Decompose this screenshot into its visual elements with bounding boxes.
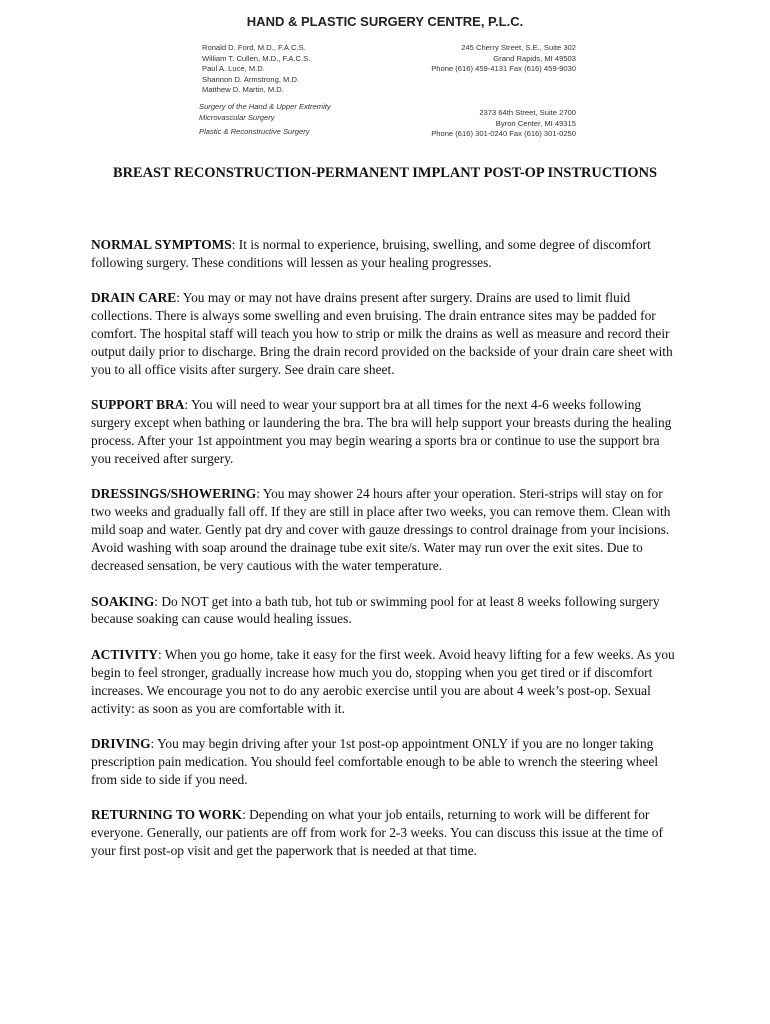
section-dressings-showering: [91, 485, 681, 575]
doctor-name: Shannon D. Armstrong, M.D.: [202, 74, 300, 84]
section-heading: DRAIN CARE: [91, 290, 177, 306]
specialty-list: [199, 102, 331, 138]
section-heading: SUPPORT BRA: [91, 397, 185, 413]
address-byron-center: [431, 108, 576, 140]
address-city: Grand Rapids, MI 49503: [493, 53, 576, 63]
section-heading: NORMAL SYMPTOMS: [91, 237, 232, 252]
section-text: : Depending on what your job entails, returning to work will be different for everyone. Generally, our patients are off from work for 2-3 weeks. You can discuss this issue at the time of your first post-op visit and get the paperwork that is needed at that time.: [91, 807, 663, 858]
specialty: Microvascular Surgery: [199, 112, 275, 122]
section-support-bra: [91, 396, 681, 468]
section-normal-symptoms: [91, 236, 681, 272]
section-activity: [91, 646, 681, 718]
section-heading: DRESSINGS/SHOWERING: [91, 486, 257, 502]
practice-name: HAND & PLASTIC SURGERY CENTRE, P.L.C.: [246, 14, 524, 29]
doctor-list: [202, 43, 310, 96]
specialty: Surgery of the Hand & Upper Extremity: [199, 102, 331, 111]
instructions-body: [91, 236, 681, 877]
section-heading: ACTIVITY: [91, 646, 158, 662]
section-text: : Do NOT get into a bath tub, hot tub or swimming pool for at least 8 weeks following surgery because soaking can cause would healing issues.: [91, 593, 660, 627]
section-heading: SOAKING: [91, 593, 155, 609]
section-text: : You may or may not have drains present after surgery. Drains are used to limit fluid collections. There is always some swelling and even bruising. The drain entrance sites may be padded for comfort. The hospital staff will teach you how to strip or milk the drains as well as measure and record their output daily prior to discharge. Bring the drain record provided on the backside of your drain care sheet with you to all office visits after surgery. See drain care sheet.: [91, 290, 673, 377]
specialty: Plastic & Reconstructive Surgery: [199, 127, 310, 137]
section-driving: [91, 735, 681, 789]
section-returning-to-work: [91, 806, 681, 860]
section-heading: RETURNING TO WORK: [91, 807, 243, 823]
section-text: : When you go home, take it easy for the first week. Avoid heavy lifting for a few weeks. As you begin to feel stronger, gradually increase how much you do, stopping when you get tired or if discomfort increases. We encourage you not to do any aerobic exercise until you are about 4 week’s post-op. Sexual activity: as soon as you are comfortable with it.: [91, 646, 675, 716]
doctor-name: William T. Cullen, M.D., F.A.C.S.: [202, 53, 311, 63]
address-phone: Phone (616) 301-0240 Fax (616) 301-0250: [431, 129, 576, 139]
doctor-name: Paul A. Luce, M.D.: [202, 64, 265, 74]
address-street: 2373 64th Street, Suite 2700: [479, 108, 576, 117]
section-text: : You may shower 24 hours after your operation. Steri-strips will stay on for two weeks and gradually fall off. If they are still in place after two weeks, you can remove them. Clean with mild soap and water. Gently pat dry and cover with gauze dressings to control drainage from your incisions. Avoid washing with soap around the drainage tube exit site/s. Water may run over the exit sites. Due to decreased sensation, be very cautious with the water temperature.: [91, 486, 671, 574]
address-street: 245 Cherry Street, S.E., Suite 302: [461, 43, 576, 52]
letterhead: [0, 0, 770, 150]
address-city: Byron Center, MI 49315: [495, 118, 576, 128]
section-text: : It is normal to experience, bruising, swelling, and some degree of discomfort following surgery. These conditions will lessen as your healing progresses.: [91, 237, 651, 270]
address-grand-rapids: [431, 43, 576, 75]
address-phone: Phone (616) 459-4131 Fax (616) 459-9030: [431, 64, 576, 74]
section-text: : You will need to wear your support bra at all times for the next 4-6 weeks following surgery except when bathing or laundering the bra. The bra will help support your breasts during the healing process. After your 1st appointment you may begin wearing a sports bra or continue to use the support bra you received after surgery.: [91, 397, 672, 467]
section-drain-care: [91, 289, 681, 379]
doctor-name: Matthew D. Martin, M.D.: [202, 85, 284, 95]
section-text: : You may begin driving after your 1st post-op appointment ONLY if you are no longer taking prescription pain medication. You should feel comfortable enough to be able to wrench the steering wheel from side to side if you need.: [91, 735, 659, 787]
doctor-name: Ronald D. Ford, M.D., F.A.C.S.: [202, 43, 306, 52]
document-title: BREAST RECONSTRUCTION-PERMANENT IMPLANT POST-OP INSTRUCTIONS: [112, 165, 658, 181]
section-soaking: [91, 593, 681, 629]
section-heading: DRIVING: [91, 735, 151, 751]
